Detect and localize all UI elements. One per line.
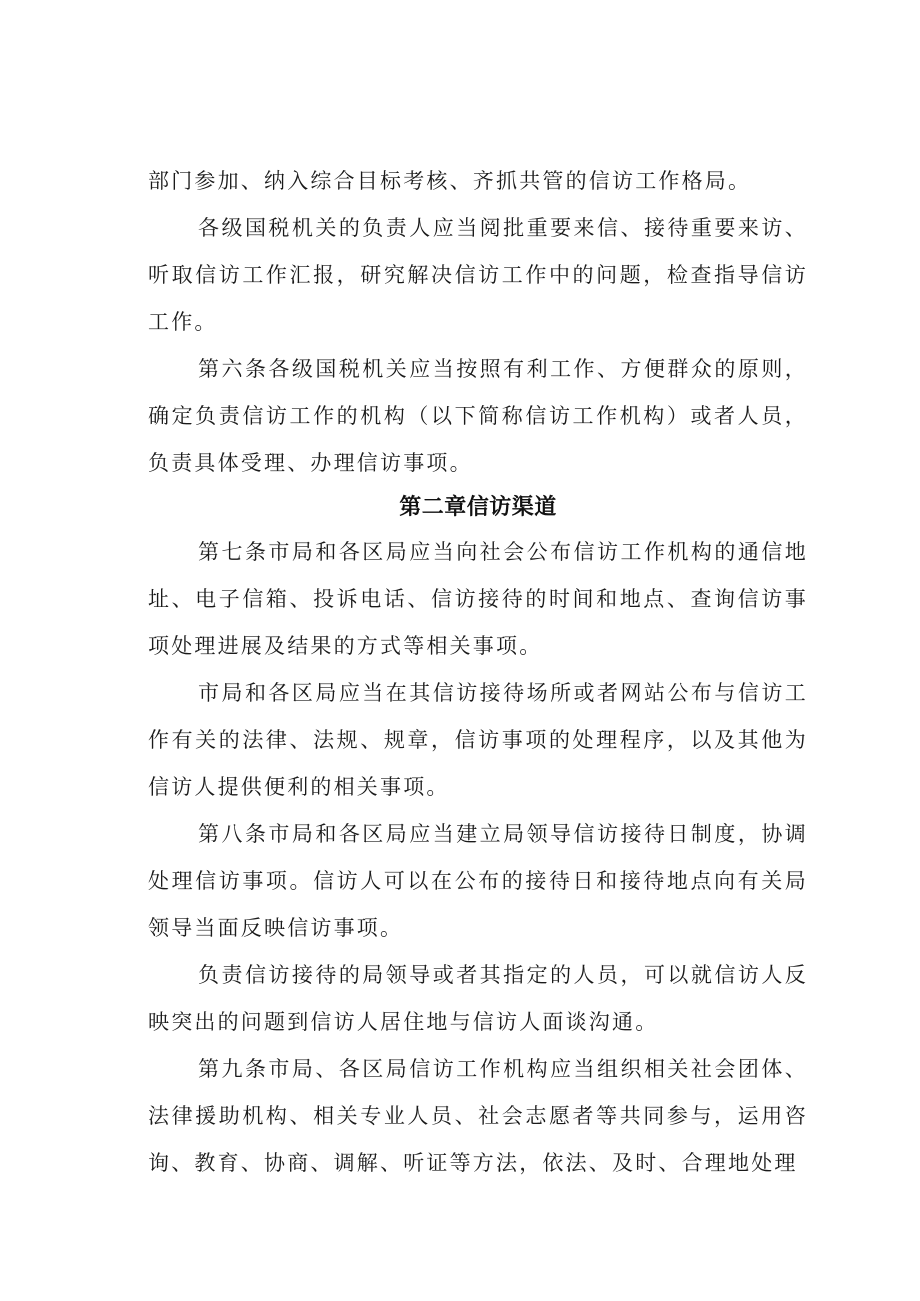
- paragraph-article-8: 第八条市局和各区局应当建立局领导信访接待日制度，协调处理信访事项。信访人可以在公布的接待日和接待地点向有关局领导当面反映信访事项。: [148, 822, 808, 940]
- paragraph-article-9: 第九条市局、各区局信访工作机构应当组织相关社会团体、法律援助机构、相关专业人员、社会志愿者等共同参与，运用咨询、教育、协商、调解、听证等方法，依法、及时、合理地处理: [148, 1057, 808, 1175]
- paragraph-responsible-persons: 各级国税机关的负责人应当阅批重要来信、接待重要来访、听取信访工作汇报，研究解决信访工作中的问题，检查指导信访工作。: [148, 216, 808, 334]
- document-body: [148, 158, 808, 1187]
- chapter-title: 第二章信访渠道: [399, 495, 557, 520]
- paragraph-continuation: 部门参加、纳入综合目标考核、齐抓共管的信访工作格局。: [148, 169, 752, 193]
- paragraph-article-7: 第七条市局和各区局应当向社会公布信访工作机构的通信地址、电子信箱、投诉电话、信访接待的时间和地点、查询信访事项处理进展及结果的方式等相关事项。: [148, 540, 808, 658]
- paragraph-article-6: 第六条各级国税机关应当按照有利工作、方便群众的原则，确定负责信访工作的机构（以下简称信访工作机构）或者人员，负责具体受理、办理信访事项。: [148, 357, 808, 475]
- paragraph-reception-leaders: 负责信访接待的局领导或者其指定的人员，可以就信访人反映突出的问题到信访人居住地与信访人面谈沟通。: [148, 963, 808, 1034]
- paragraph-publication: 市局和各区局应当在其信访接待场所或者网站公布与信访工作有关的法律、法规、规章，信访事项的处理程序，以及其他为信访人提供便利的相关事项。: [148, 681, 808, 799]
